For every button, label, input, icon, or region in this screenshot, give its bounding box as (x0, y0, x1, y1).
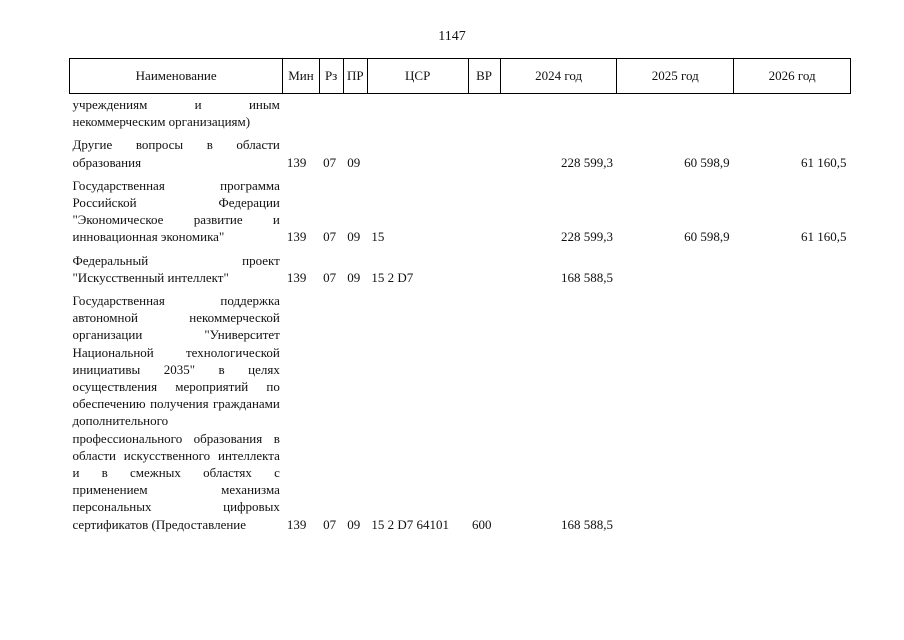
row-pr (343, 94, 367, 135)
row-2025 (617, 94, 734, 135)
table-row (70, 175, 851, 250)
header-pr: ПР (343, 59, 367, 94)
row-2024: 228 599,3 (560, 154, 613, 170)
row-2024 (500, 94, 617, 135)
row-csr: 15 (371, 229, 385, 245)
row-2025: 60 598,9 (684, 229, 730, 245)
row-2026 (734, 290, 851, 537)
row-2024: 168 588,5 (560, 516, 613, 532)
row-rz: 07 (323, 516, 337, 532)
row-pr: 09 (347, 269, 361, 285)
row-name: Государственная программа Российской Федерации "Экономическое развитие и инновационная экономика" (72, 177, 280, 245)
header-name: Наименование (70, 59, 283, 94)
row-2024: 228 599,3 (560, 229, 613, 245)
header-2025: 2025 год (617, 59, 734, 94)
row-rz: 07 (323, 269, 337, 285)
row-pr: 09 (347, 516, 361, 532)
row-rz (319, 94, 343, 135)
header-row (70, 59, 851, 94)
row-2025 (617, 290, 734, 537)
row-2025 (617, 250, 734, 290)
page-number: 1147 (438, 29, 466, 44)
row-pr: 09 (347, 154, 361, 170)
row-rz: 07 (323, 229, 337, 245)
table-row (70, 94, 851, 135)
header-2026: 2026 год (734, 59, 851, 94)
row-min: 139 (286, 229, 307, 245)
row-rz: 07 (323, 154, 337, 170)
budget-table (69, 58, 851, 537)
table-row (70, 134, 851, 174)
row-name: Государственная поддержка автономной некоммерческой организации "Университет Национальной технологической инициативы 2035" в целях осуществления мероприятий по обеспечению получения гражданами дополнительного профессионального образования в области искусственного интеллекта и в смежных областях с применением механизма персональных цифровых сертификатов (Предоставление (72, 293, 280, 532)
row-pr: 09 (347, 229, 361, 245)
row-csr (367, 94, 468, 135)
row-2026: 61 160,5 (801, 154, 847, 170)
row-name: учреждениям и иным некоммерческим организациям) (72, 97, 280, 130)
header-2024: 2024 год (500, 59, 617, 94)
table-row (70, 290, 851, 537)
row-vr (468, 250, 500, 290)
row-vr (468, 175, 500, 250)
row-csr (367, 134, 468, 174)
row-min: 139 (286, 269, 307, 285)
row-vr: 600 (472, 516, 492, 532)
row-2026 (734, 94, 851, 135)
row-name: Другие вопросы в области образования (72, 137, 280, 170)
row-name: Федеральный проект "Искусственный интеллект" (72, 252, 280, 285)
row-2025: 60 598,9 (684, 154, 730, 170)
row-vr (468, 94, 500, 135)
row-2024: 168 588,5 (560, 269, 613, 285)
row-min: 139 (286, 154, 307, 170)
header-csr: ЦСР (367, 59, 468, 94)
header-rz: Рз (319, 59, 343, 94)
row-vr (468, 134, 500, 174)
row-csr: 15 2 D7 64101 (371, 516, 449, 532)
row-2026: 61 160,5 (801, 229, 847, 245)
row-min (283, 94, 319, 135)
row-min: 139 (286, 516, 307, 532)
table-row (70, 250, 851, 290)
header-min: Мин (283, 59, 319, 94)
row-csr: 15 2 D7 (371, 269, 414, 285)
row-2026 (734, 250, 851, 290)
header-vr: ВР (468, 59, 500, 94)
